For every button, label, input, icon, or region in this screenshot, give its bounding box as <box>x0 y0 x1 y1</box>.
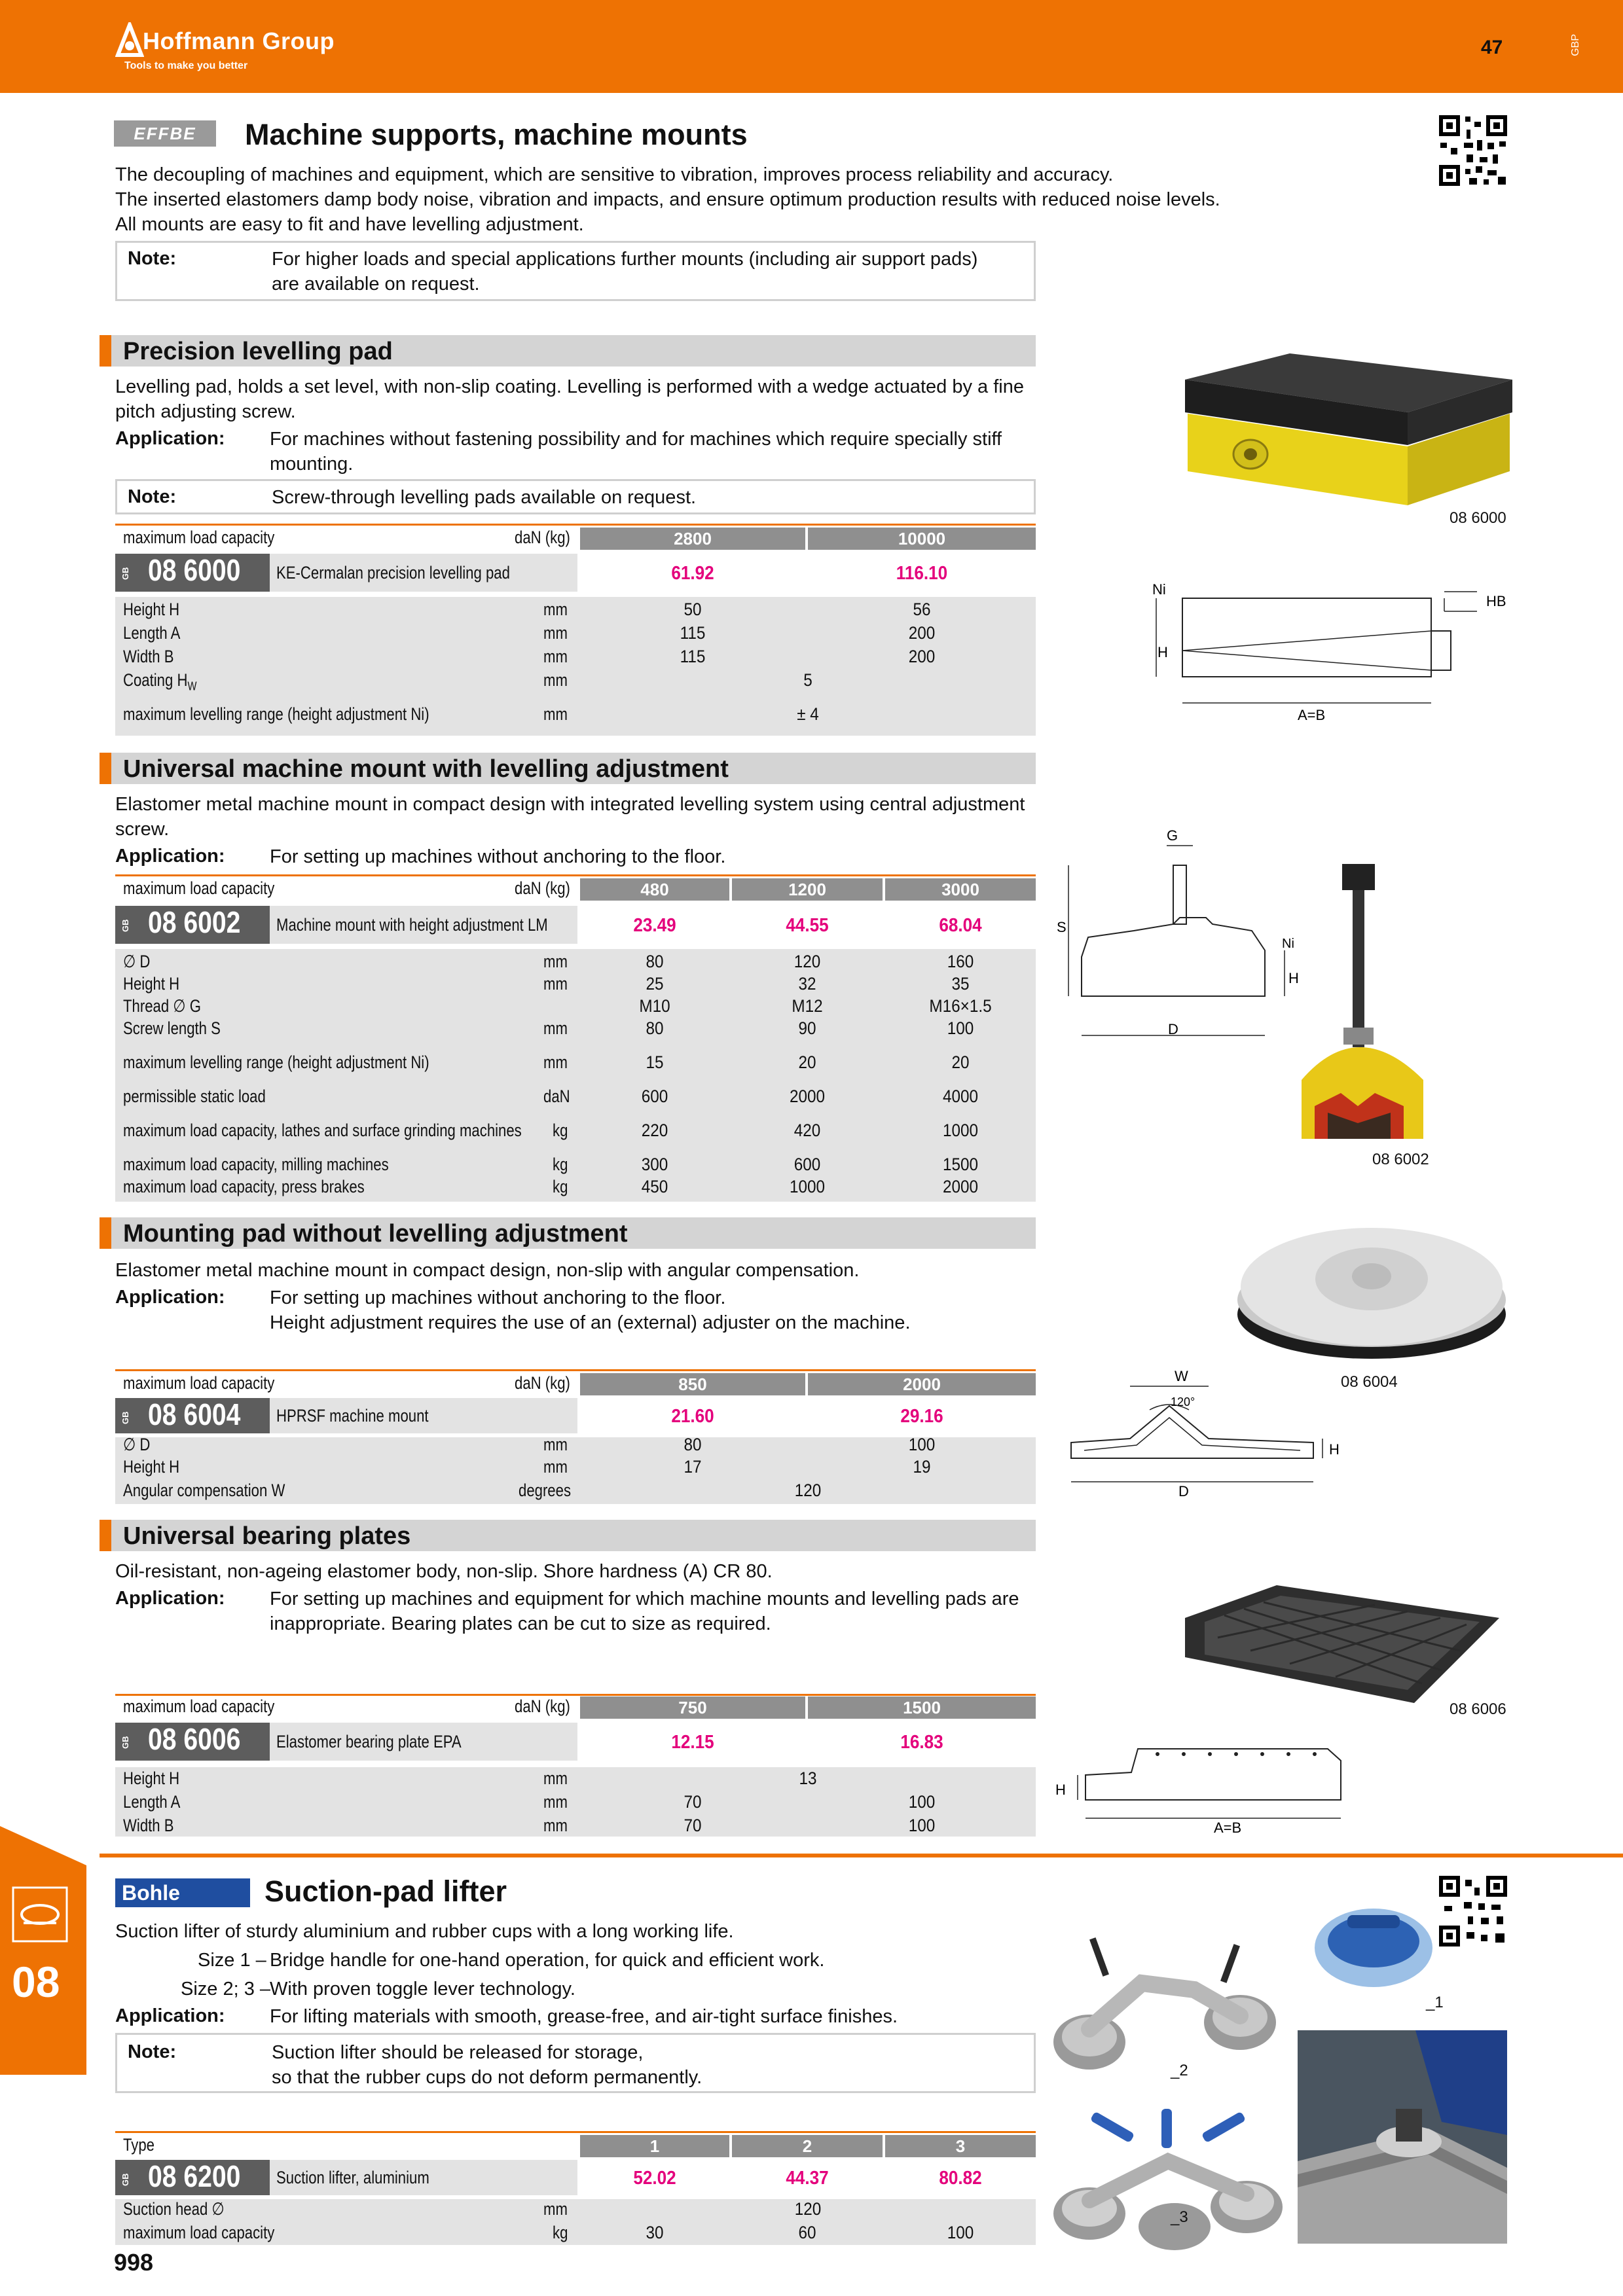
page-header-bar <box>0 0 1623 93</box>
spec-value: 120 <box>793 952 821 971</box>
variant-label: _3 <box>1171 2208 1188 2226</box>
note-line-1: For higher loads and special applications further mounts (including air support pads) <box>272 249 978 270</box>
bohle-brand-label: Bohle <box>115 1878 250 1907</box>
spec-value: 600 <box>793 1155 821 1174</box>
table-col-header: 480 <box>580 878 729 901</box>
brand-name: Hoffmann Group <box>143 27 335 54</box>
dim-hb: HB <box>1486 593 1506 609</box>
table-top-rule <box>115 874 1036 876</box>
spec-value: 56 <box>913 600 931 619</box>
s1-desc-1: Levelling pad, holds a set level, with non-slip coating. Levelling is performed with a wedge actuated by a fine <box>115 376 1024 397</box>
dim-h: H <box>1158 644 1168 660</box>
table-header-label: Type <box>123 2135 155 2155</box>
s4-application-1: For setting up machines and equipment for which machine mounts and levelling pads are <box>270 1588 1019 1609</box>
spec-unit: mm <box>543 1792 568 1812</box>
table-col-header: 10000 <box>808 528 1036 550</box>
price: 44.55 <box>786 915 829 936</box>
article-number: 08 6006 <box>148 1722 241 1756</box>
s5-application: For lifting materials with smooth, grease-free, and air-tight surface finishes. <box>270 2006 898 2027</box>
article-name: Machine mount with height adjustment LM <box>276 915 548 935</box>
table-top-rule <box>115 1369 1036 1371</box>
spec-value: 30 <box>646 2223 664 2242</box>
dim-ni: Ni <box>1282 937 1294 951</box>
spec-unit: mm <box>543 1052 568 1072</box>
spec-value: 20 <box>798 1052 816 1072</box>
spec-value: 60 <box>798 2223 816 2242</box>
spec-unit: mm <box>543 600 568 619</box>
bearing-plate-dimension-diagram <box>1053 1734 1360 1839</box>
variant-label: _1 <box>1426 1994 1444 2011</box>
qr-code-icon[interactable] <box>1438 114 1508 187</box>
spec-value: 160 <box>947 952 974 971</box>
spec-value: 300 <box>641 1155 668 1174</box>
section-title: Precision levelling pad <box>123 338 393 365</box>
price: 80.82 <box>939 2168 982 2189</box>
intro-note-box <box>115 241 1036 301</box>
spec-unit: mm <box>543 974 568 994</box>
spec-value: 90 <box>798 1018 816 1038</box>
price: 116.10 <box>896 563 948 584</box>
s1-application-1: For machines without fastening possibility and for machines which require specially stiff <box>270 429 1002 450</box>
table-col-header: 750 <box>580 1696 805 1719</box>
note-line-2: are available on request. <box>272 274 480 295</box>
table-col-header: 3000 <box>885 878 1036 901</box>
spec-label: Height H <box>123 1768 180 1788</box>
spec-value: 1000 <box>942 1121 979 1140</box>
spec-label: Height H <box>123 1457 180 1477</box>
price: 16.83 <box>900 1732 943 1753</box>
section-header-mounting-pad <box>100 1217 1036 1249</box>
spec-value-span: ± 4 <box>797 704 819 724</box>
table-col-header: 2 <box>732 2135 883 2157</box>
price: 21.60 <box>671 1406 714 1427</box>
mounting-pad-dimension-diagram <box>1058 1367 1340 1498</box>
spec-unit: degrees <box>519 1480 572 1500</box>
catalog-page-number: 47 <box>1481 37 1503 58</box>
s1-application-2: mounting. <box>270 454 354 475</box>
tools-category-icon <box>10 1885 69 1944</box>
section-title: Universal bearing plates <box>123 1522 411 1550</box>
spec-value: 35 <box>951 974 970 994</box>
table-header-label: maximum load capacity <box>123 1696 275 1716</box>
spec-value: 200 <box>908 623 936 643</box>
table-top-rule <box>115 524 1036 526</box>
spec-value: 19 <box>913 1457 931 1477</box>
s2-application-1: For setting up machines without anchoring to the floor. <box>270 846 726 867</box>
table-header-label: maximum load capacity <box>123 878 275 898</box>
size23-text: With proven toggle lever technology. <box>270 1979 575 2000</box>
price: 44.37 <box>786 2168 829 2189</box>
spec-label: maximum levelling range (height adjustment Ni) <box>123 704 429 724</box>
spec-unit: mm <box>543 1457 568 1477</box>
spec-unit: mm <box>543 952 568 971</box>
spec-value: 80 <box>646 952 664 971</box>
spec-value: 1500 <box>942 1155 979 1174</box>
table-top-rule <box>115 2131 1036 2133</box>
spec-value: M16×1.5 <box>929 996 992 1016</box>
s2-desc-2: screw. <box>115 819 170 840</box>
spec-label: Angular compensation W <box>123 1480 285 1500</box>
spec-value: 2000 <box>942 1177 979 1196</box>
suction-lifter-size1-image <box>1308 1876 1439 1994</box>
spec-value: 20 <box>951 1052 970 1072</box>
spec-value: 600 <box>641 1086 668 1106</box>
section-header-precision-levelling-pad <box>100 335 1036 367</box>
article-number-box: GB 08 6200 <box>115 2160 270 2195</box>
intro-line-3: All mounts are easy to fit and have levelling adjustment. <box>115 214 584 235</box>
spec-unit: mm <box>543 704 568 724</box>
spec-unit: mm <box>543 1435 568 1454</box>
spec-value-span: 120 <box>794 2199 822 2219</box>
spec-value: 70 <box>684 1816 702 1835</box>
variant-label: _2 <box>1171 2062 1188 2079</box>
dim-ni: Ni <box>1152 581 1166 598</box>
price: 61.92 <box>671 563 714 584</box>
spec-value: 115 <box>680 623 706 643</box>
spec-value: 100 <box>908 1792 936 1812</box>
page-title: Machine supports, machine mounts <box>245 118 748 151</box>
image-label: 08 6004 <box>1341 1373 1398 1391</box>
spec-value: 115 <box>680 647 706 666</box>
spec-label: maximum levelling range (height adjustment Ni) <box>123 1052 429 1072</box>
mounting-pad-image <box>1231 1216 1512 1367</box>
chapter-number: 08 <box>12 1958 60 2006</box>
spec-value: M10 <box>639 996 670 1016</box>
article-number: 08 6002 <box>148 905 241 939</box>
spec-unit: mm <box>543 623 568 643</box>
levelling-pad-dimension-diagram <box>1143 572 1510 729</box>
article-number: 08 6200 <box>148 2159 241 2193</box>
article-name: Suction lifter, aluminium <box>276 2168 429 2187</box>
table-header-label: maximum load capacity <box>123 1373 275 1393</box>
spec-value: 17 <box>684 1457 702 1477</box>
article-name: Elastomer bearing plate EPA <box>276 1732 462 1751</box>
dim-d: D <box>1168 1021 1178 1037</box>
spec-label: Suction head ∅ <box>123 2199 225 2219</box>
dim-d: D <box>1178 1483 1189 1498</box>
price: 29.16 <box>900 1406 943 1427</box>
spec-value: 100 <box>908 1816 936 1835</box>
size23-label: Size 2; 3 – <box>181 1979 271 2000</box>
section-header-universal-machine-mount <box>100 753 1036 784</box>
spec-value: 100 <box>908 1435 936 1454</box>
precision-levelling-pad-image <box>1178 353 1519 511</box>
spec-label: Width B <box>123 1816 174 1835</box>
spec-label: Height H <box>123 600 180 619</box>
s2-desc-1: Elastomer metal machine mount in compact design with integrated levelling system using central adjustment <box>115 794 1025 815</box>
section-title: Suction-pad lifter <box>264 1874 507 1908</box>
s1-desc-2: pitch adjusting screw. <box>115 401 296 422</box>
note-label: Note: <box>128 248 177 269</box>
s3-application-label: Application: <box>115 1287 225 1308</box>
effbe-brand-label: EFFBE <box>114 120 216 147</box>
s4-application-label: Application: <box>115 1588 225 1609</box>
s2-application-label: Application: <box>115 846 225 867</box>
spec-value-span: 120 <box>794 1480 822 1500</box>
spec-label: ∅ D <box>123 952 151 971</box>
note-line-2: so that the rubber cups do not deform permanently. <box>272 2067 702 2088</box>
s5-note-box <box>115 2033 1036 2093</box>
s5-desc: Suction lifter of sturdy aluminium and rubber cups with a long working life. <box>115 1921 734 1942</box>
spec-value: M12 <box>792 996 823 1016</box>
dim-h: H <box>1055 1782 1066 1798</box>
image-label: 08 6002 <box>1372 1151 1429 1168</box>
spec-label: Length A <box>123 1792 181 1812</box>
intro-line-1: The decoupling of machines and equipment, which are sensitive to vibration, improves process reliability and accuracy. <box>115 164 1114 185</box>
price: 68.04 <box>939 915 982 936</box>
article-number-box: GB 08 6004 <box>115 1398 270 1433</box>
spec-value: 50 <box>684 600 702 619</box>
spec-value: 220 <box>641 1121 668 1140</box>
section-rule <box>100 1854 1623 1857</box>
s3-desc-1: Elastomer metal machine mount in compact design, non-slip with angular compensation. <box>115 1260 860 1281</box>
spec-value: 200 <box>908 647 936 666</box>
spec-label: Thread ∅ G <box>123 996 201 1016</box>
spec-value: 100 <box>947 2223 974 2242</box>
bearing-plate-image <box>1178 1579 1506 1710</box>
spec-value: 80 <box>684 1435 702 1454</box>
table-header-unit: daN (kg) <box>515 878 570 898</box>
hoffmann-logo-icon <box>115 22 144 58</box>
size1-text: Bridge handle for one-hand operation, for quick and efficient work. <box>270 1950 825 1971</box>
spec-value: 2000 <box>789 1086 826 1106</box>
spec-value: 70 <box>684 1792 702 1812</box>
s4-desc-1: Oil-resistant, non-ageing elastomer body, non-slip. Shore hardness (A) CR 80. <box>115 1561 773 1582</box>
article-number-box: GB 08 6006 <box>115 1723 270 1761</box>
spec-unit: mm <box>543 670 568 690</box>
table-header-unit: daN (kg) <box>515 1696 570 1716</box>
table-header-unit: daN (kg) <box>515 1373 570 1393</box>
table-col-header: 1200 <box>732 878 883 901</box>
table-top-rule <box>115 1694 1036 1696</box>
spec-unit: mm <box>543 1018 568 1038</box>
table-col-header: 1500 <box>808 1696 1036 1719</box>
article-name: KE-Cermalan precision levelling pad <box>276 563 510 583</box>
spec-unit: kg <box>553 1121 568 1140</box>
spec-unit: mm <box>543 1816 568 1835</box>
suction-lifter-in-use-photo <box>1298 2030 1507 2244</box>
spec-value: 1000 <box>789 1177 826 1196</box>
machine-mount-image <box>1295 864 1446 1139</box>
dim-g: G <box>1167 827 1178 844</box>
article-number-box: GB 08 6002 <box>115 906 270 944</box>
article-number: 08 6000 <box>148 553 241 587</box>
s5-application-label: Application: <box>115 2005 225 2026</box>
spec-unit: mm <box>543 1768 568 1788</box>
dim-s: S <box>1057 919 1067 935</box>
s1-application-label: Application: <box>115 428 225 449</box>
image-label: 08 6000 <box>1450 509 1506 527</box>
spec-unit: kg <box>553 1177 568 1196</box>
note-label: Note: <box>128 486 177 507</box>
suction-lifter-size3-image <box>1050 2102 1299 2253</box>
spec-label: maximum load capacity, lathes and surface grinding machines <box>123 1121 522 1140</box>
spec-unit: kg <box>553 2223 568 2242</box>
footer-page-number: 998 <box>114 2249 154 2276</box>
spec-label: ∅ D <box>123 1435 151 1454</box>
dim-w: W <box>1175 1368 1188 1384</box>
note-line-1: Suction lifter should be released for storage, <box>272 2042 644 2063</box>
brand-tagline: Tools to make you better <box>124 60 248 71</box>
table-col-header: 2000 <box>808 1373 1036 1395</box>
article-number-box: GB 08 6000 <box>115 554 270 592</box>
qr-code-icon[interactable] <box>1438 1874 1508 1948</box>
spec-value: 15 <box>646 1052 664 1072</box>
image-label: 08 6006 <box>1450 1700 1506 1718</box>
table-col-header: 850 <box>580 1373 805 1395</box>
spec-value-span: 5 <box>803 670 812 690</box>
spec-unit: kg <box>553 1155 568 1174</box>
spec-value: 25 <box>646 974 664 994</box>
dim-h: H <box>1329 1441 1340 1458</box>
table-header-unit: daN (kg) <box>515 528 570 547</box>
section-title: Mounting pad without levelling adjustment <box>123 1220 628 1247</box>
note-text: Screw-through levelling pads available on request. <box>272 487 697 508</box>
spec-unit: daN <box>543 1086 570 1106</box>
section-title: Universal machine mount with levelling adjustment <box>123 755 729 783</box>
section-header-bearing-plates <box>100 1520 1036 1551</box>
chapter-tab[interactable] <box>0 1826 86 2075</box>
table-col-header: 3 <box>885 2135 1036 2157</box>
suction-lifter-size2-image <box>1050 1918 1286 2081</box>
spec-label: Length A <box>123 623 181 643</box>
spec-label: Screw length S <box>123 1018 221 1038</box>
spec-label: maximum load capacity <box>123 2223 275 2242</box>
table-col-header: 1 <box>580 2135 729 2157</box>
spec-label: Height H <box>123 974 180 994</box>
table-col-header: 2800 <box>580 528 805 550</box>
spec-label: Width B <box>123 647 174 666</box>
machine-mount-dimension-diagram <box>1055 826 1304 1049</box>
dim-h: H <box>1288 970 1299 986</box>
note-label: Note: <box>128 2041 177 2062</box>
price: 52.02 <box>633 2168 676 2189</box>
spec-label: Coating $H_W$ <box>123 670 197 693</box>
article-number: 08 6004 <box>148 1397 241 1431</box>
spec-value-span: 13 <box>799 1768 817 1788</box>
dim-ab: A=B <box>1298 707 1326 723</box>
spec-unit: mm <box>543 647 568 666</box>
size1-label: Size 1 – <box>198 1950 266 1971</box>
s1-note-box <box>115 479 1036 514</box>
price: 12.15 <box>671 1732 714 1753</box>
spec-value: 420 <box>793 1121 821 1140</box>
spec-value: 32 <box>798 974 816 994</box>
price: 23.49 <box>633 915 676 936</box>
region-code: GBP <box>1570 34 1581 56</box>
spec-unit: mm <box>543 2199 568 2219</box>
s4-application-2: inappropriate. Bearing plates can be cut to size as required. <box>270 1613 771 1634</box>
spec-label: maximum load capacity, milling machines <box>123 1155 389 1174</box>
spec-label: permissible static load <box>123 1086 266 1106</box>
dim-ab: A=B <box>1214 1820 1242 1836</box>
s3-application-1: For setting up machines without anchoring to the floor. <box>270 1287 726 1308</box>
article-name: HPRSF machine mount <box>276 1406 429 1426</box>
s3-application-2: Height adjustment requires the use of an (external) adjuster on the machine. <box>270 1312 911 1333</box>
spec-label: maximum load capacity, press brakes <box>123 1177 365 1196</box>
table-header-label: maximum load capacity <box>123 528 275 547</box>
spec-value: 100 <box>947 1018 974 1038</box>
spec-value: 450 <box>641 1177 668 1196</box>
spec-value: 80 <box>646 1018 664 1038</box>
dim-angle: 120° <box>1171 1395 1195 1408</box>
spec-value: 4000 <box>942 1086 979 1106</box>
intro-line-2: The inserted elastomers damp body noise, vibration and impacts, and ensure optimum production results with reduced noise levels. <box>115 189 1220 210</box>
